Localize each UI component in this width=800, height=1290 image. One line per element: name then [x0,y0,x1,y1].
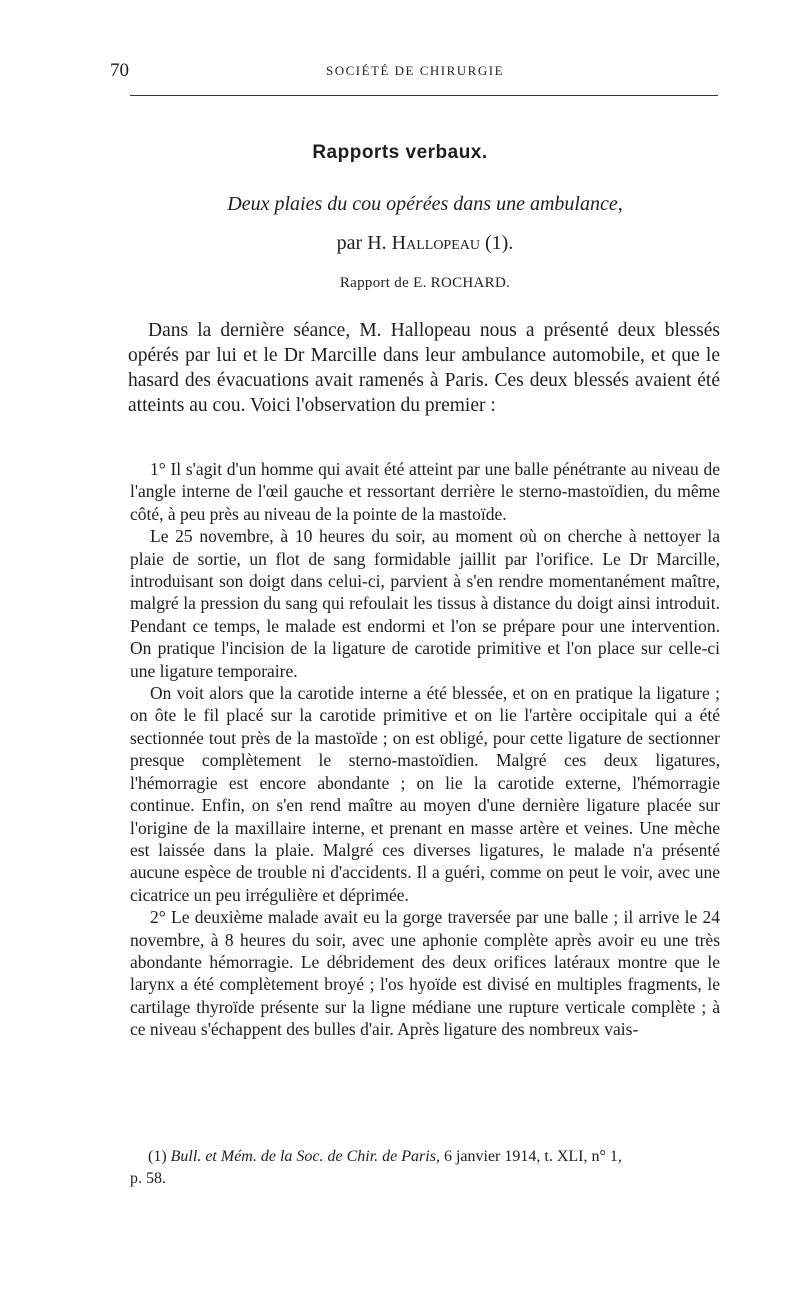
observation-paragraph: 2° Le deuxième malade avait eu la gorge traversée par une balle ; il arrive le 24 novembre, à 8 heures du soir, avec une aphonie complète après avoir eu une très abondante hémorragie. Le débridement des deux orifices latéraux montre que le larynx a été complètement broyé ; l'os hyoïde est divisé en multiples fragments, le cartilage thyroïde présente sur la ligne médiane une rupture verticale complète ; à ce niveau s'échappent des bulles d'air. Après ligature des nombreux vais- [130,907,720,1040]
observation-paragraph: Le 25 novembre, à 10 heures du soir, au moment où on cherche à nettoyer la plaie de sortie, un flot de sang formidable jaillit par l'orifice. Le Dr Marcille, introduisant son doigt dans celui-ci, parvient à s'en rendre momentanément maître, malgré la pression du sang qui refoulait les tissus à distance du doigt ainsi introduit. Pendant ce temps, le malade est endormi et l'on se prépare pour une intervention. On pratique l'incision de la ligature de carotide primitive et l'on place sur celle-ci une ligature temporaire. [130,526,720,681]
footnote-page: p. 58. [130,1170,166,1187]
header-rule [130,95,718,96]
intro-section [128,318,720,418]
byline-prefix: par H. [336,232,392,254]
observation-paragraph: On voit alors que la carotide interne a été blessée, et on en pratique la ligature ; on ôte le fil placé sur la carotide primitive et on lie l'artère occipitale qui a été sectionnée tout près de la mastoïde ; on est obligé, pour cette ligature de sectionner presque complètement le sterno-mastoïdien. Malgré ces deux ligatures, l'hémorragie est encore abondante ; on lie la carotide externe, l'hémorragie continue. Enfin, on s'en rend maître au moyen d'une dernière ligature placée sur l'origine de la maxillaire interne, et prenant en masse artère et veines. Une mèche est laissée dans la plaie. Malgré ces diverses ligatures, le malade n'a présenté aucune espèce de trouble ni d'accidents. Il a guéri, comme on peut le voir, avec une cicatrice un peu irrégulière et déprimée. [130,683,720,905]
running-title: SOCIÉTÉ DE CHIRURGIE [325,63,505,78]
observation-paragraph: 1° Il s'agit d'un homme qui avait été atteint par une balle pénétrante au niveau de l'angle interne de l'œil gauche et ressortant derrière le sterno-mastoïdien, du même côté, à peu près au niveau de la pointe de la mastoïde. [130,459,720,524]
page-number: 70 [110,60,129,81]
footnote-details: , 6 janvier 1914, t. XLI, n° 1, [435,1148,622,1165]
byline [0,232,800,255]
footnote-marker: (1) [148,1148,171,1165]
byline-suffix: (1). [479,232,514,254]
byline-author: Hallopeau [391,232,480,254]
article-title: Deux plaies du cou opérées dans une ambulance, [227,193,623,215]
footnote [130,1146,720,1190]
report-attribution: Rapport de E. ROCHARD. [339,275,511,291]
section-title: Rapports verbaux. [312,142,488,163]
footnote-text [130,1146,720,1190]
observation-section [130,458,720,1041]
footnote-source: Bull. et Mém. de la Soc. de Chir. de Paris [170,1148,436,1165]
intro-paragraph: Dans la dernière séance, M. Hallopeau nous a présenté deux blessés opérés par lui et le Dr Marcille dans leur ambulance automobile, et que le hasard des évacuations avait ramenés à Paris. Ces deux blessés avaient été atteints au cou. Voici l'observation du premier : [128,320,720,416]
running-head [110,60,720,82]
